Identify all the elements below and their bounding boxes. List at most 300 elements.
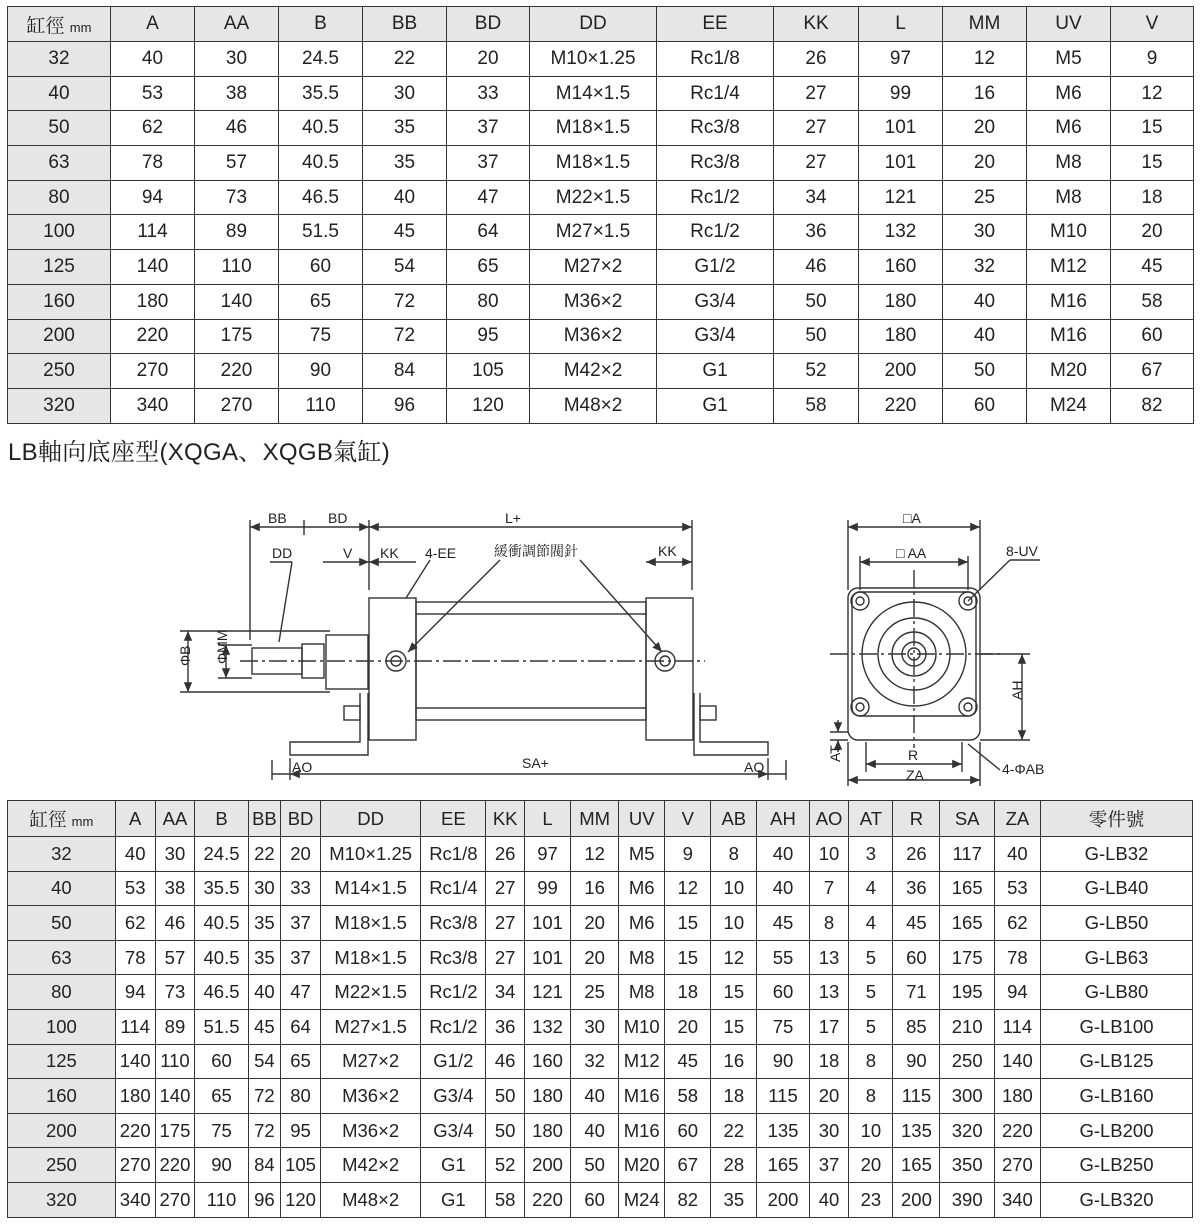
column-header: EE <box>421 801 486 837</box>
table-cell: 200 <box>525 1148 571 1183</box>
table-cell: 54 <box>248 1044 280 1079</box>
table-cell: M24 <box>619 1182 665 1217</box>
table-cell: M27×1.5 <box>320 1009 420 1044</box>
table-cell: M8 <box>619 940 665 975</box>
table-cell: 89 <box>155 1009 195 1044</box>
table-cell: 82 <box>1111 388 1194 423</box>
table-cell: 52 <box>774 354 859 389</box>
table-cell: M8 <box>1027 180 1111 215</box>
table-cell: 40 <box>115 837 155 872</box>
table-cell: 140 <box>195 284 279 319</box>
table-cell: 94 <box>994 975 1040 1010</box>
table-cell: 99 <box>859 76 943 111</box>
table-cell: 220 <box>111 319 195 354</box>
table-cell: 20 <box>665 1009 711 1044</box>
table-cell: 72 <box>248 1113 280 1148</box>
table-cell: M18×1.5 <box>320 940 420 975</box>
table-cell: 12 <box>571 837 619 872</box>
table-cell: 195 <box>940 975 994 1010</box>
table-cell: 115 <box>893 1079 940 1114</box>
table-cell: Rc3/8 <box>421 906 486 941</box>
table-cell: 40 <box>571 1079 619 1114</box>
table-cell: 12 <box>943 42 1027 77</box>
bore-size-cell: 50 <box>8 906 116 941</box>
table-cell: 80 <box>281 1079 321 1114</box>
table-cell: 75 <box>279 319 363 354</box>
table-cell: G3/4 <box>657 319 774 354</box>
bore-size-cell: 160 <box>8 284 111 319</box>
table-cell: M48×2 <box>530 388 657 423</box>
column-header: V <box>665 801 711 837</box>
table-cell: 90 <box>757 1044 809 1079</box>
table-cell: 180 <box>994 1079 1040 1114</box>
table-cell: Rc1/8 <box>657 42 774 77</box>
table-cell: 121 <box>859 180 943 215</box>
table-cell: 26 <box>486 837 525 872</box>
table-cell: 26 <box>893 837 940 872</box>
table-cell: M16 <box>619 1079 665 1114</box>
table-cell: 200 <box>757 1182 809 1217</box>
table-cell: G1 <box>421 1182 486 1217</box>
table-cell: M36×2 <box>320 1113 420 1148</box>
table-cell: 200 <box>859 354 943 389</box>
bore-size-cell: 100 <box>8 1009 116 1044</box>
table-cell: 40.5 <box>195 940 248 975</box>
table-cell: 62 <box>111 111 195 146</box>
table-cell: M10×1.25 <box>320 837 420 872</box>
table-cell: 65 <box>195 1079 248 1114</box>
table-cell: M18×1.5 <box>530 111 657 146</box>
label-ao: AO <box>292 759 313 775</box>
table-row <box>8 42 1194 77</box>
table-cell: 22 <box>248 837 280 872</box>
table-cell: 45 <box>248 1009 280 1044</box>
table-cell: 94 <box>115 975 155 1010</box>
table-cell: 40.5 <box>195 906 248 941</box>
table-cell: 18 <box>665 975 711 1010</box>
cylinder-dimension-diagram <box>0 480 1200 790</box>
table-cell: 28 <box>711 1148 757 1183</box>
bore-size-cell: 63 <box>8 940 116 975</box>
table-cell: G-LB50 <box>1040 906 1192 941</box>
table-cell: 9 <box>1111 42 1194 77</box>
table-cell: 35 <box>248 906 280 941</box>
table-cell: 40 <box>994 837 1040 872</box>
unit-label: mm <box>69 19 92 35</box>
table-cell: 47 <box>281 975 321 1010</box>
column-header: A <box>111 7 195 42</box>
table-cell: G-LB32 <box>1040 837 1192 872</box>
bore-size-cell: 63 <box>8 146 111 181</box>
table-cell: 18 <box>1111 180 1194 215</box>
table-cell: 82 <box>665 1182 711 1217</box>
label-bb: BB <box>268 510 287 526</box>
label-ao-2: AO <box>744 759 765 775</box>
table-cell: 8 <box>711 837 757 872</box>
column-header: L <box>525 801 571 837</box>
table-cell: 37 <box>281 906 321 941</box>
label-phi-mm: ΦMM <box>214 629 230 664</box>
column-header: BB <box>363 7 447 42</box>
table-cell: Rc1/2 <box>421 975 486 1010</box>
table-cell: 7 <box>809 871 849 906</box>
table-cell: 220 <box>525 1182 571 1217</box>
table-row <box>8 871 1193 906</box>
table-row <box>8 1044 1193 1079</box>
table-row <box>8 1009 1193 1044</box>
table-row <box>8 1182 1193 1217</box>
table-cell: 4 <box>849 906 893 941</box>
table-cell: 32 <box>943 250 1027 285</box>
table-cell: 15 <box>665 906 711 941</box>
table-cell: 114 <box>994 1009 1040 1044</box>
table-cell: 36 <box>486 1009 525 1044</box>
table-cell: 50 <box>486 1079 525 1114</box>
table-cell: 35 <box>363 146 447 181</box>
table-cell: 50 <box>943 354 1027 389</box>
table-cell: 51.5 <box>195 1009 248 1044</box>
column-header: R <box>893 801 940 837</box>
table-cell: 27 <box>774 111 859 146</box>
table-cell: M22×1.5 <box>530 180 657 215</box>
table-row <box>8 1113 1193 1148</box>
table-cell: 99 <box>525 871 571 906</box>
table-header-row <box>8 801 1193 837</box>
table-cell: 220 <box>859 388 943 423</box>
table-cell: Rc3/8 <box>421 940 486 975</box>
table-cell: 60 <box>571 1182 619 1217</box>
table-cell: Rc1/4 <box>421 871 486 906</box>
table-cell: 37 <box>447 146 530 181</box>
table-cell: 53 <box>115 871 155 906</box>
table-cell: 35 <box>711 1182 757 1217</box>
table-cell: M27×2 <box>530 250 657 285</box>
table-cell: 175 <box>195 319 279 354</box>
table-cell: 78 <box>994 940 1040 975</box>
table-cell: 35 <box>363 111 447 146</box>
table-cell: 51.5 <box>279 215 363 250</box>
table-cell: 58 <box>486 1182 525 1217</box>
table-cell: G-LB320 <box>1040 1182 1192 1217</box>
column-header: UV <box>1027 7 1111 42</box>
table-cell: 20 <box>447 42 530 77</box>
table-cell: 36 <box>893 871 940 906</box>
table-cell: 24.5 <box>195 837 248 872</box>
column-header: A <box>115 801 155 837</box>
label-sa: SA+ <box>522 755 549 771</box>
table-cell: 180 <box>525 1079 571 1114</box>
table-cell: 65 <box>279 284 363 319</box>
table-cell: 45 <box>1111 250 1194 285</box>
table-cell: M36×2 <box>530 284 657 319</box>
table-cell: 40 <box>571 1113 619 1148</box>
column-header: ZA <box>994 801 1040 837</box>
table-cell: 350 <box>940 1148 994 1183</box>
table-cell: 22 <box>363 42 447 77</box>
table-cell: 72 <box>363 284 447 319</box>
table-cell: 180 <box>525 1113 571 1148</box>
table-cell: 46 <box>195 111 279 146</box>
table-row <box>8 388 1194 423</box>
table-cell: M16 <box>619 1113 665 1148</box>
table-cell: M42×2 <box>530 354 657 389</box>
table-cell: 65 <box>447 250 530 285</box>
table-cell: 4 <box>849 871 893 906</box>
table-cell: 37 <box>281 940 321 975</box>
table-cell: M6 <box>1027 76 1111 111</box>
table-cell: 96 <box>363 388 447 423</box>
table-cell: 300 <box>940 1079 994 1114</box>
table-cell: 90 <box>195 1148 248 1183</box>
table-cell: 250 <box>940 1044 994 1079</box>
table-cell: M48×2 <box>320 1182 420 1217</box>
table-cell: 50 <box>486 1113 525 1148</box>
table-cell: 24.5 <box>279 42 363 77</box>
table-cell: Rc1/8 <box>421 837 486 872</box>
table-cell: 13 <box>809 975 849 1010</box>
table-cell: 97 <box>525 837 571 872</box>
table-cell: 30 <box>248 871 280 906</box>
table-cell: 101 <box>859 146 943 181</box>
table-cell: 20 <box>571 906 619 941</box>
table-row <box>8 215 1194 250</box>
table-cell: 390 <box>940 1182 994 1217</box>
table-cell: 18 <box>711 1079 757 1114</box>
table-cell: G-LB63 <box>1040 940 1192 975</box>
table-cell: 35.5 <box>195 871 248 906</box>
bore-size-cell: 40 <box>8 76 111 111</box>
table-cell: G-LB100 <box>1040 1009 1192 1044</box>
table-cell: 105 <box>447 354 530 389</box>
table-cell: M42×2 <box>320 1148 420 1183</box>
table-cell: 180 <box>859 284 943 319</box>
table-cell: 132 <box>859 215 943 250</box>
bore-size-cell: 125 <box>8 250 111 285</box>
table-cell: 46.5 <box>279 180 363 215</box>
table-cell: 47 <box>447 180 530 215</box>
table-cell: 46 <box>486 1044 525 1079</box>
table-cell: 132 <box>525 1009 571 1044</box>
table-cell: 75 <box>195 1113 248 1148</box>
column-header: L <box>859 7 943 42</box>
table-cell: 33 <box>281 871 321 906</box>
table-cell: M36×2 <box>530 319 657 354</box>
table-cell: 60 <box>1111 319 1194 354</box>
unit-label: mm <box>71 813 94 829</box>
label-za: ZA <box>906 767 924 783</box>
label-square-a: □A <box>903 510 921 526</box>
table-cell: 40.5 <box>279 146 363 181</box>
table-cell: 3 <box>849 837 893 872</box>
table-cell: 140 <box>155 1079 195 1114</box>
column-header: EE <box>657 7 774 42</box>
table-cell: 175 <box>940 940 994 975</box>
table-cell: 62 <box>994 906 1040 941</box>
table-cell: 45 <box>363 215 447 250</box>
table-cell: 94 <box>111 180 195 215</box>
table-cell: 90 <box>279 354 363 389</box>
column-header: AA <box>195 7 279 42</box>
table-cell: 210 <box>940 1009 994 1044</box>
table-cell: 40 <box>757 871 809 906</box>
table-cell: M10 <box>1027 215 1111 250</box>
table-cell: M6 <box>619 906 665 941</box>
table-cell: 67 <box>1111 354 1194 389</box>
table-cell: 78 <box>115 940 155 975</box>
table-cell: 60 <box>279 250 363 285</box>
table-cell: 160 <box>859 250 943 285</box>
table-cell: 84 <box>248 1148 280 1183</box>
table-cell: 9 <box>665 837 711 872</box>
table-header-row <box>8 7 1194 42</box>
table-cell: 340 <box>994 1182 1040 1217</box>
table-cell: 90 <box>893 1044 940 1079</box>
table-cell: M24 <box>1027 388 1111 423</box>
table-cell: M6 <box>619 871 665 906</box>
table-cell: 37 <box>809 1148 849 1183</box>
table-cell: 60 <box>195 1044 248 1079</box>
column-header: AA <box>155 801 195 837</box>
label-square-aa: □ AA <box>896 545 927 561</box>
table-cell: 12 <box>711 940 757 975</box>
table-cell: Rc1/2 <box>421 1009 486 1044</box>
table-cell: 15 <box>1111 111 1194 146</box>
table-cell: 20 <box>809 1079 849 1114</box>
bore-size-cell: 50 <box>8 111 111 146</box>
table-cell: G1 <box>421 1148 486 1183</box>
table-cell: M18×1.5 <box>530 146 657 181</box>
table-cell: 27 <box>774 76 859 111</box>
table-cell: 30 <box>363 76 447 111</box>
table-cell: 5 <box>849 1009 893 1044</box>
table-cell: 40 <box>363 180 447 215</box>
table-cell: 270 <box>155 1182 195 1217</box>
table-cell: M10×1.25 <box>530 42 657 77</box>
column-header: AT <box>849 801 893 837</box>
label-v: V <box>343 545 353 561</box>
table-cell: M10 <box>619 1009 665 1044</box>
bore-size-cell: 250 <box>8 354 111 389</box>
table-cell: 60 <box>943 388 1027 423</box>
column-header: 零件號 <box>1040 801 1192 837</box>
table-cell: 72 <box>363 319 447 354</box>
table-cell: 114 <box>115 1009 155 1044</box>
column-header: BD <box>281 801 321 837</box>
table-cell: G1 <box>657 354 774 389</box>
table-cell: 34 <box>774 180 859 215</box>
column-header: SA <box>940 801 994 837</box>
label-dd: DD <box>272 545 293 561</box>
table-cell: 67 <box>665 1148 711 1183</box>
column-header: DD <box>320 801 420 837</box>
table-cell: 35.5 <box>279 76 363 111</box>
table-cell: 13 <box>809 940 849 975</box>
table-cell: 50 <box>774 319 859 354</box>
table-cell: 340 <box>115 1182 155 1217</box>
table-cell: 160 <box>525 1044 571 1079</box>
table-cell: 20 <box>281 837 321 872</box>
table-cell: M8 <box>619 975 665 1010</box>
column-header: AO <box>809 801 849 837</box>
table-cell: 110 <box>279 388 363 423</box>
table-cell: G1 <box>657 388 774 423</box>
table-cell: 25 <box>571 975 619 1010</box>
table-cell: 5 <box>849 975 893 1010</box>
table-cell: 57 <box>195 146 279 181</box>
table-cell: 40 <box>757 837 809 872</box>
table-cell: 55 <box>757 940 809 975</box>
bore-size-cell: 80 <box>8 975 116 1010</box>
label-phi-b: ΦB <box>177 645 193 666</box>
dimension-table-basic <box>7 6 1194 424</box>
table-cell: 180 <box>115 1079 155 1114</box>
table-cell: 165 <box>757 1148 809 1183</box>
table-cell: Rc1/4 <box>657 76 774 111</box>
column-header: B <box>279 7 363 42</box>
table-cell: 16 <box>711 1044 757 1079</box>
table-cell: 60 <box>757 975 809 1010</box>
column-header: MM <box>943 7 1027 42</box>
table-cell: 97 <box>859 42 943 77</box>
table-cell: 40 <box>809 1182 849 1217</box>
table-cell: 20 <box>849 1148 893 1183</box>
table-cell: 180 <box>111 284 195 319</box>
table-cell: 30 <box>155 837 195 872</box>
label-needle: 緩衝調節閥針 <box>494 543 578 559</box>
table-cell: 40 <box>248 975 280 1010</box>
table-cell: 140 <box>994 1044 1040 1079</box>
table-cell: M8 <box>1027 146 1111 181</box>
table-cell: 65 <box>281 1044 321 1079</box>
bore-size-cell: 250 <box>8 1148 116 1183</box>
table-cell: 165 <box>940 906 994 941</box>
label-at: AT <box>827 745 843 762</box>
table-cell: 121 <box>525 975 571 1010</box>
bore-size-cell: 320 <box>8 1182 116 1217</box>
bore-size-cell: 200 <box>8 1113 116 1148</box>
table-cell: 62 <box>115 906 155 941</box>
table-cell: 10 <box>849 1113 893 1148</box>
table-row <box>8 354 1194 389</box>
table-cell: 200 <box>893 1182 940 1217</box>
table-cell: M20 <box>619 1148 665 1183</box>
table-cell: 180 <box>859 319 943 354</box>
table-cell: 140 <box>111 250 195 285</box>
table-cell: 10 <box>711 871 757 906</box>
table-cell: 270 <box>111 354 195 389</box>
dimension-table-lb <box>7 800 1193 1218</box>
table-cell: 45 <box>665 1044 711 1079</box>
table-row <box>8 837 1193 872</box>
table-cell: 10 <box>809 837 849 872</box>
column-header: DD <box>530 7 657 42</box>
table-cell: 26 <box>774 42 859 77</box>
table-cell: 38 <box>195 76 279 111</box>
table-cell: 320 <box>940 1113 994 1148</box>
label-l: L+ <box>505 510 521 526</box>
table-cell: 95 <box>281 1113 321 1148</box>
table-cell: 25 <box>943 180 1027 215</box>
table-cell: 45 <box>893 906 940 941</box>
table-cell: M5 <box>1027 42 1111 77</box>
table-cell: 18 <box>809 1044 849 1079</box>
column-header: V <box>1111 7 1194 42</box>
table-cell: 8 <box>809 906 849 941</box>
table-cell: 20 <box>943 146 1027 181</box>
label-ee: 4-EE <box>425 545 457 561</box>
table-cell: 20 <box>943 111 1027 146</box>
table-row <box>8 906 1193 941</box>
